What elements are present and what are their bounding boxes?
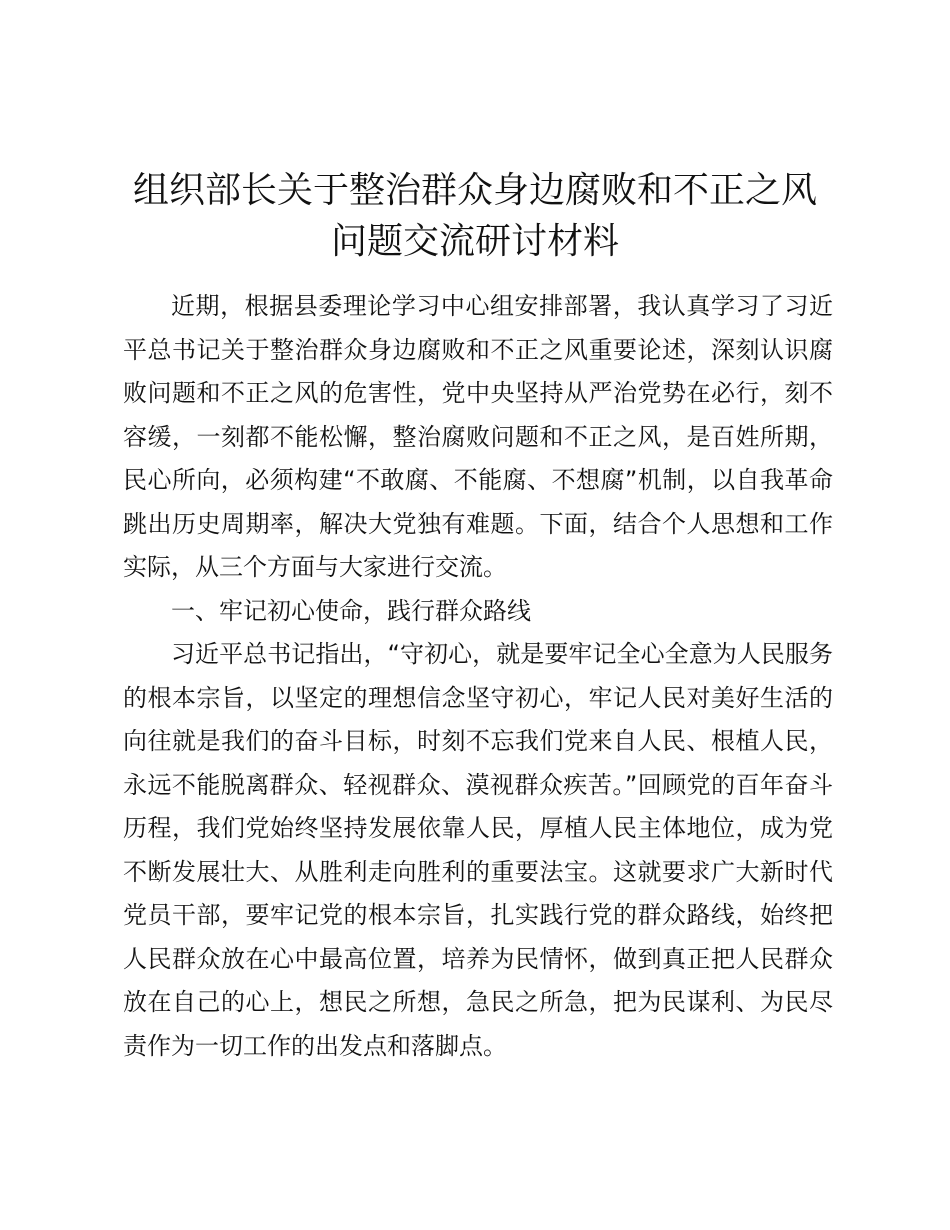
section-heading: 一、牢记初心使命，践行群众路线 xyxy=(171,596,531,625)
body-paragraph: 习近平总书记指出，“守初心，就是要牢记全心全意为人民服务的根本宗旨，以坚定的理想信念坚守初心，牢记人民对美好生活的向往就是我们的奋斗目标，时刻不忘我们党来自人民、根植人民，永远不能脱离群众、轻视群众、漠视群众疾苦。”回顾党的百年奋斗历程，我们党始终坚持发展依靠人民，厚植人民主体地位，成为党不断发展壮大、从胜利走向胜利的重要法宝。这就要求广大新时代党员干部，要牢记党的根本宗旨，扎实践行党的群众路线，始终把人民群众放在心中最高位置，培养为民情怀，做到真正把人民群众放在自己的心上，想民之所想，急民之所急，把为民谋利、为民尽责作为一切工作的出发点和落脚点。 xyxy=(123,640,833,1060)
document-title: 组织部长关于整治群众身边腐败和不正之风问题交流研讨材料 xyxy=(132,170,817,262)
intro-paragraph: 近期，根据县委理论学习中心组安排部署，我认真学习了习近平总书记关于整治群众身边腐败和不正之风重要论述，深刻认识腐败问题和不正之风的危害性，党中央坚持从严治党势在必行，刻不容缓，一刻都不能松懈，整治腐败问题和不正之风，是百姓所期，民心所向，必须构建“不敢腐、不能腐、不想腐”机制，以自我革命跳出历史周期率，解决大党独有难题。下面，结合个人思想和工作实际，从三个方面与大家进行交流。 xyxy=(123,292,833,581)
document-body xyxy=(123,285,833,1068)
